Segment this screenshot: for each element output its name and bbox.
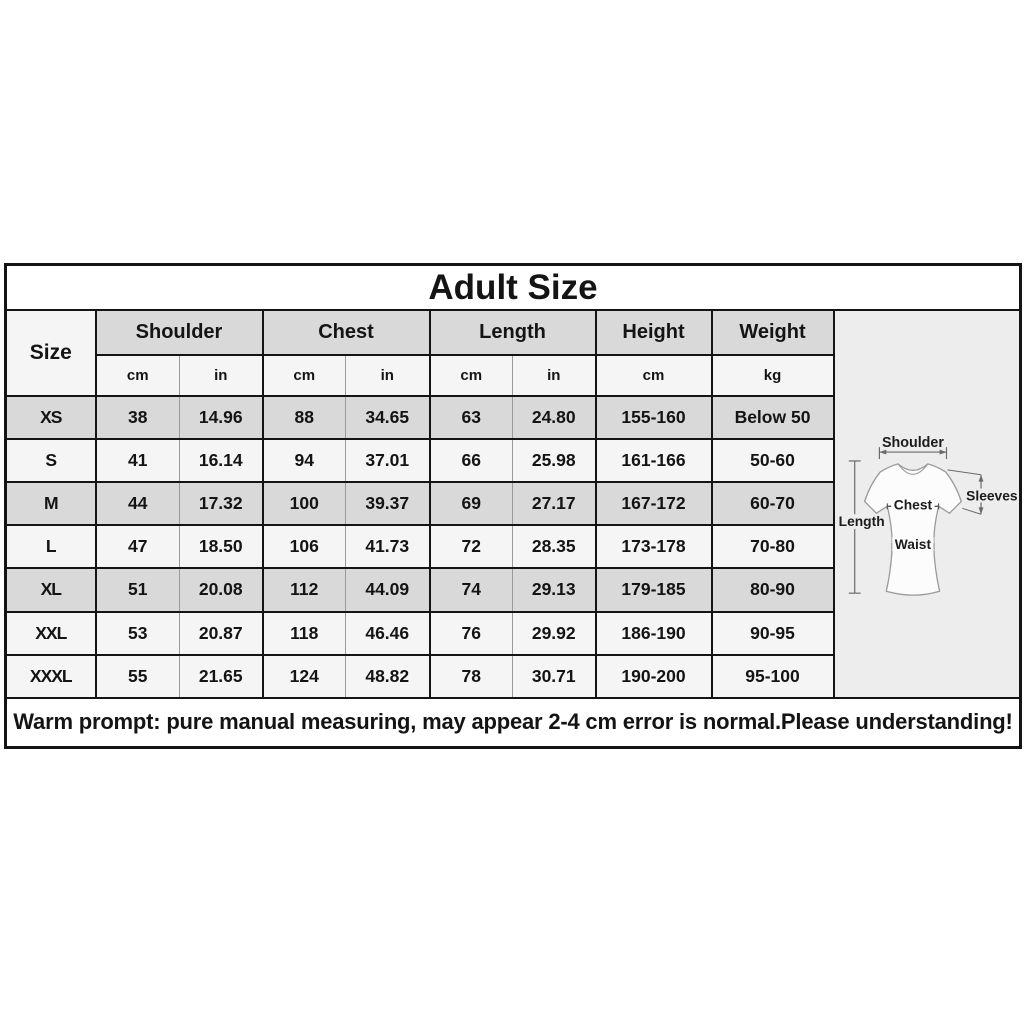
shoulder-in-cell: 17.32 bbox=[180, 482, 263, 525]
shoulder-cm-cell: 38 bbox=[96, 396, 180, 439]
length-cm-cell: 63 bbox=[430, 396, 513, 439]
sleeve-guide-top bbox=[947, 470, 981, 475]
weight-cell: 60-70 bbox=[712, 482, 834, 525]
size-chart-sheet bbox=[4, 263, 1020, 749]
sleeves-label: Sleeves bbox=[965, 487, 1018, 504]
length-in-cell: 30.71 bbox=[513, 655, 596, 698]
column-header-length: Length bbox=[430, 310, 596, 355]
height-cell: 155-160 bbox=[596, 396, 712, 439]
length-cm-cell: 66 bbox=[430, 439, 513, 482]
shoulder-cm-cell: 44 bbox=[96, 482, 180, 525]
title-row bbox=[6, 265, 1021, 311]
shoulder-in-cell: 18.50 bbox=[180, 525, 263, 568]
length-in-cell: 27.17 bbox=[513, 482, 596, 525]
shoulder-in-cell: 20.87 bbox=[180, 612, 263, 655]
footer-row bbox=[6, 698, 1021, 748]
tshirt-outline bbox=[864, 464, 961, 595]
height-cell: 179-185 bbox=[596, 568, 712, 611]
column-header-shoulder: Shoulder bbox=[96, 310, 263, 355]
size-cell: XXXL bbox=[6, 655, 96, 698]
header-row bbox=[6, 310, 1021, 355]
chest-cm-cell: 88 bbox=[263, 396, 346, 439]
shoulder-in-cell: 14.96 bbox=[180, 396, 263, 439]
length-cm-cell: 72 bbox=[430, 525, 513, 568]
weight-cell: 95-100 bbox=[712, 655, 834, 698]
chest-cm-cell: 112 bbox=[263, 568, 346, 611]
weight-cell: 80-90 bbox=[712, 568, 834, 611]
size-cell: XL bbox=[6, 568, 96, 611]
shoulder-cm-cell: 41 bbox=[96, 439, 180, 482]
chest-cm-cell: 106 bbox=[263, 525, 346, 568]
shoulder-cm-cell: 55 bbox=[96, 655, 180, 698]
chest-in-cell: 48.82 bbox=[346, 655, 430, 698]
chest-in-cell: 34.65 bbox=[346, 396, 430, 439]
shoulder-cm-cell: 53 bbox=[96, 612, 180, 655]
length-in-cell: 29.13 bbox=[513, 568, 596, 611]
length-cm-cell: 74 bbox=[430, 568, 513, 611]
shoulder-cm-cell: 51 bbox=[96, 568, 180, 611]
waist-label: Waist bbox=[894, 535, 931, 552]
size-cell: S bbox=[6, 439, 96, 482]
column-header-weight: Weight bbox=[712, 310, 834, 355]
column-header-height: Height bbox=[596, 310, 712, 355]
height-cell: 186-190 bbox=[596, 612, 712, 655]
size-cell: L bbox=[6, 525, 96, 568]
chest-in-cell: 41.73 bbox=[346, 525, 430, 568]
shoulder-in-cell: 21.65 bbox=[180, 655, 263, 698]
chest-in-cell: 44.09 bbox=[346, 568, 430, 611]
sleeve-guide-bottom bbox=[962, 508, 981, 514]
size-chart-table bbox=[4, 263, 1022, 749]
unit-shoulder-cm: cm bbox=[96, 355, 180, 396]
length-in-cell: 29.92 bbox=[513, 612, 596, 655]
height-cell: 190-200 bbox=[596, 655, 712, 698]
length-cm-cell: 76 bbox=[430, 612, 513, 655]
size-cell: M bbox=[6, 482, 96, 525]
shoulder-in-cell: 20.08 bbox=[180, 568, 263, 611]
chest-label: Chest bbox=[893, 496, 932, 513]
length-in-cell: 28.35 bbox=[513, 525, 596, 568]
unit-length-in: in bbox=[513, 355, 596, 396]
unit-weight-kg: kg bbox=[712, 355, 834, 396]
shoulder-cm-cell: 47 bbox=[96, 525, 180, 568]
chest-cm-cell: 124 bbox=[263, 655, 346, 698]
unit-length-cm: cm bbox=[430, 355, 513, 396]
unit-chest-cm: cm bbox=[263, 355, 346, 396]
weight-cell: 50-60 bbox=[712, 439, 834, 482]
height-cell: 173-178 bbox=[596, 525, 712, 568]
shoulder-in-cell: 16.14 bbox=[180, 439, 263, 482]
measurement-diagram-panel bbox=[834, 310, 1021, 698]
length-label: Length bbox=[838, 513, 885, 530]
unit-chest-in: in bbox=[346, 355, 430, 396]
weight-cell: Below 50 bbox=[712, 396, 834, 439]
chest-cm-cell: 118 bbox=[263, 612, 346, 655]
weight-cell: 70-80 bbox=[712, 525, 834, 568]
weight-cell: 90-95 bbox=[712, 612, 834, 655]
length-in-cell: 24.80 bbox=[513, 396, 596, 439]
chest-in-cell: 37.01 bbox=[346, 439, 430, 482]
size-cell: XXL bbox=[6, 612, 96, 655]
chest-cm-cell: 100 bbox=[263, 482, 346, 525]
warning-note: Warm prompt: pure manual measuring, may appear 2-4 cm error is normal.Please understanding! bbox=[6, 698, 1021, 748]
shoulder-label: Shoulder bbox=[881, 435, 944, 452]
length-in-cell: 25.98 bbox=[513, 439, 596, 482]
chest-in-cell: 39.37 bbox=[346, 482, 430, 525]
chest-in-cell: 46.46 bbox=[346, 612, 430, 655]
unit-shoulder-in: in bbox=[180, 355, 263, 396]
length-cm-cell: 78 bbox=[430, 655, 513, 698]
tshirt-measurement-diagram bbox=[835, 311, 1020, 697]
unit-height-cm: cm bbox=[596, 355, 712, 396]
height-cell: 167-172 bbox=[596, 482, 712, 525]
chest-cm-cell: 94 bbox=[263, 439, 346, 482]
size-cell: XS bbox=[6, 396, 96, 439]
height-cell: 161-166 bbox=[596, 439, 712, 482]
column-header-size: Size bbox=[6, 310, 96, 396]
sleeves-arrow-top bbox=[978, 475, 983, 482]
page-title: Adult Size bbox=[6, 265, 1021, 311]
length-cm-cell: 69 bbox=[430, 482, 513, 525]
column-header-chest: Chest bbox=[263, 310, 430, 355]
